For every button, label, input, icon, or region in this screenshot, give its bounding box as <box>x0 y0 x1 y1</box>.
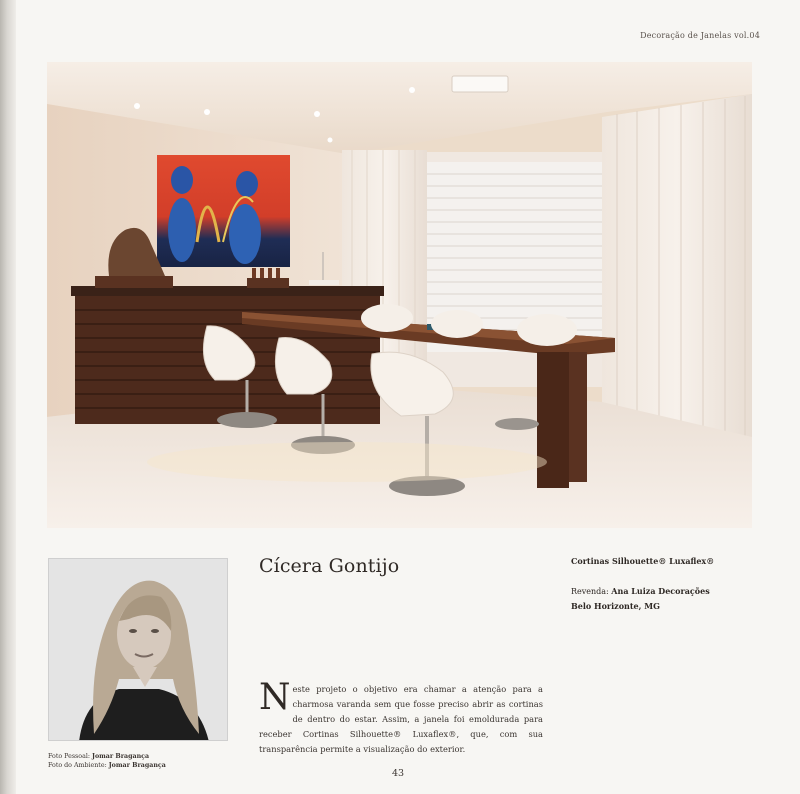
description-text: este projeto o objetivo era chamar a atenção para a charmosa varanda sem que fosse preciso abrir as cortinas de dentro do estar. Assim, a janela foi emoldurada para receber Cortinas Silhouette® Luxaflex®, que, com sua transparência permite a visualização do exterior. <box>259 684 543 754</box>
page-number: 43 <box>392 768 405 779</box>
dealer-name: Ana Luiza Decorações <box>611 586 710 596</box>
running-head: Decoração de Janelas vol.04 <box>640 31 760 40</box>
dealer-city: Belo Horizonte, MG <box>571 601 660 611</box>
credit-personal-label: Foto Pessoal: <box>48 753 92 760</box>
credit-personal <box>48 752 166 761</box>
credit-ambient <box>48 761 166 770</box>
project-description <box>259 677 543 757</box>
dealer-label: Revenda: <box>571 587 612 596</box>
dealer-info <box>571 584 710 614</box>
page-binding-shadow <box>0 0 16 794</box>
portrait-photo <box>48 558 228 741</box>
designer-name-title: Cícera Gontijo <box>259 555 400 577</box>
product-name: Cortinas Silhouette® Luxaflex® <box>571 556 715 566</box>
photo-credits <box>48 752 166 770</box>
credit-ambient-label: Foto do Ambiente: <box>48 762 109 769</box>
credit-ambient-name: Jomar Bragança <box>108 762 166 769</box>
drop-cap: N <box>259 677 291 718</box>
credit-personal-name: Jomar Bragança <box>91 753 150 760</box>
room-photo <box>47 62 752 528</box>
